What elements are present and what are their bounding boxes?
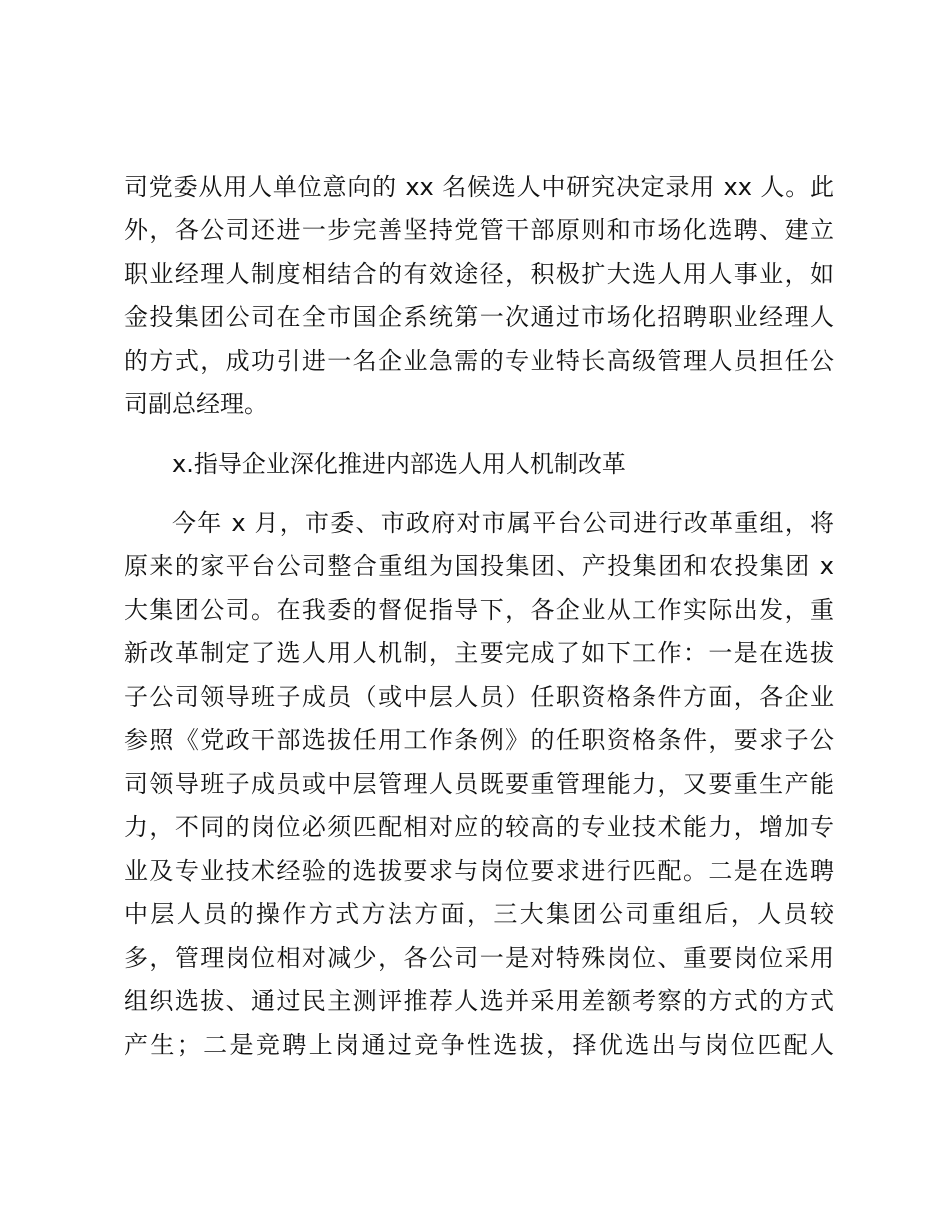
paragraph1-line-5: 的方式，成功引进一名企业急需的专业特长高级管理人员担任公 [124,347,834,375]
paragraph2-line-11: 多，管理岗位相对减少，各公司一是对特殊岗位、重要岗位采用 [124,944,834,972]
paragraph2-line-5: 子公司领导班子成员（或中层人员）任职资格条件方面，各企业 [124,683,834,711]
paragraph2-line-4: 新改革制定了选人用人机制，主要完成了如下工作：一是在选拔 [124,639,834,667]
paragraph2-line-10: 中层人员的操作方式方法方面，三大集团公司重组后，人员较 [124,900,834,928]
paragraph2-line-9: 业及专业技术经验的选拔要求与岗位要求进行匹配。二是在选聘 [124,857,834,885]
paragraph1-line-3: 职业经理人制度相结合的有效途径，积极扩大选人用人事业，如 [124,260,834,288]
paragraph2-line-13: 产生；二是竞聘上岗通过竞争性选拔，择优选出与岗位匹配人 [124,1031,834,1059]
paragraph2-line-3: 大集团公司。在我委的督促指导下，各企业从工作实际出发，重 [124,596,834,624]
paragraph1-line-2: 外，各公司还进一步完善坚持党管干部原则和市场化选聘、建立 [124,216,834,244]
paragraph2-line-2: 原来的家平台公司整合重组为国投集团、产投集团和农投集团 x [124,552,834,580]
paragraph2-line-7: 司领导班子成员或中层管理人员既要重管理能力，又要重生产能 [124,770,834,798]
paragraph2-line-6: 参照《党政干部选拔任用工作条例》的任职资格条件，要求子公 [124,726,834,754]
paragraph2-line-1: 今年 x 月，市委、市政府对市属平台公司进行改革重组，将 [172,509,834,537]
paragraph1-line-6: 司副总经理。 [124,390,268,418]
paragraph2-line-12: 组织选拔、通过民主测评推荐人选并采用差额考察的方式的方式 [124,987,834,1015]
paragraph1-line-4: 金投集团公司在全市国企系统第一次通过市场化招聘职业经理人 [124,303,834,331]
section-heading: x.指导企业深化推进内部选人用人机制改革 [172,450,626,478]
paragraph2-line-8: 力，不同的岗位必须匹配相对应的较高的专业技术能力，增加专 [124,813,834,841]
paragraph1-line-1: 司党委从用人单位意向的 xx 名候选人中研究决定录用 xx 人。此 [124,173,834,201]
